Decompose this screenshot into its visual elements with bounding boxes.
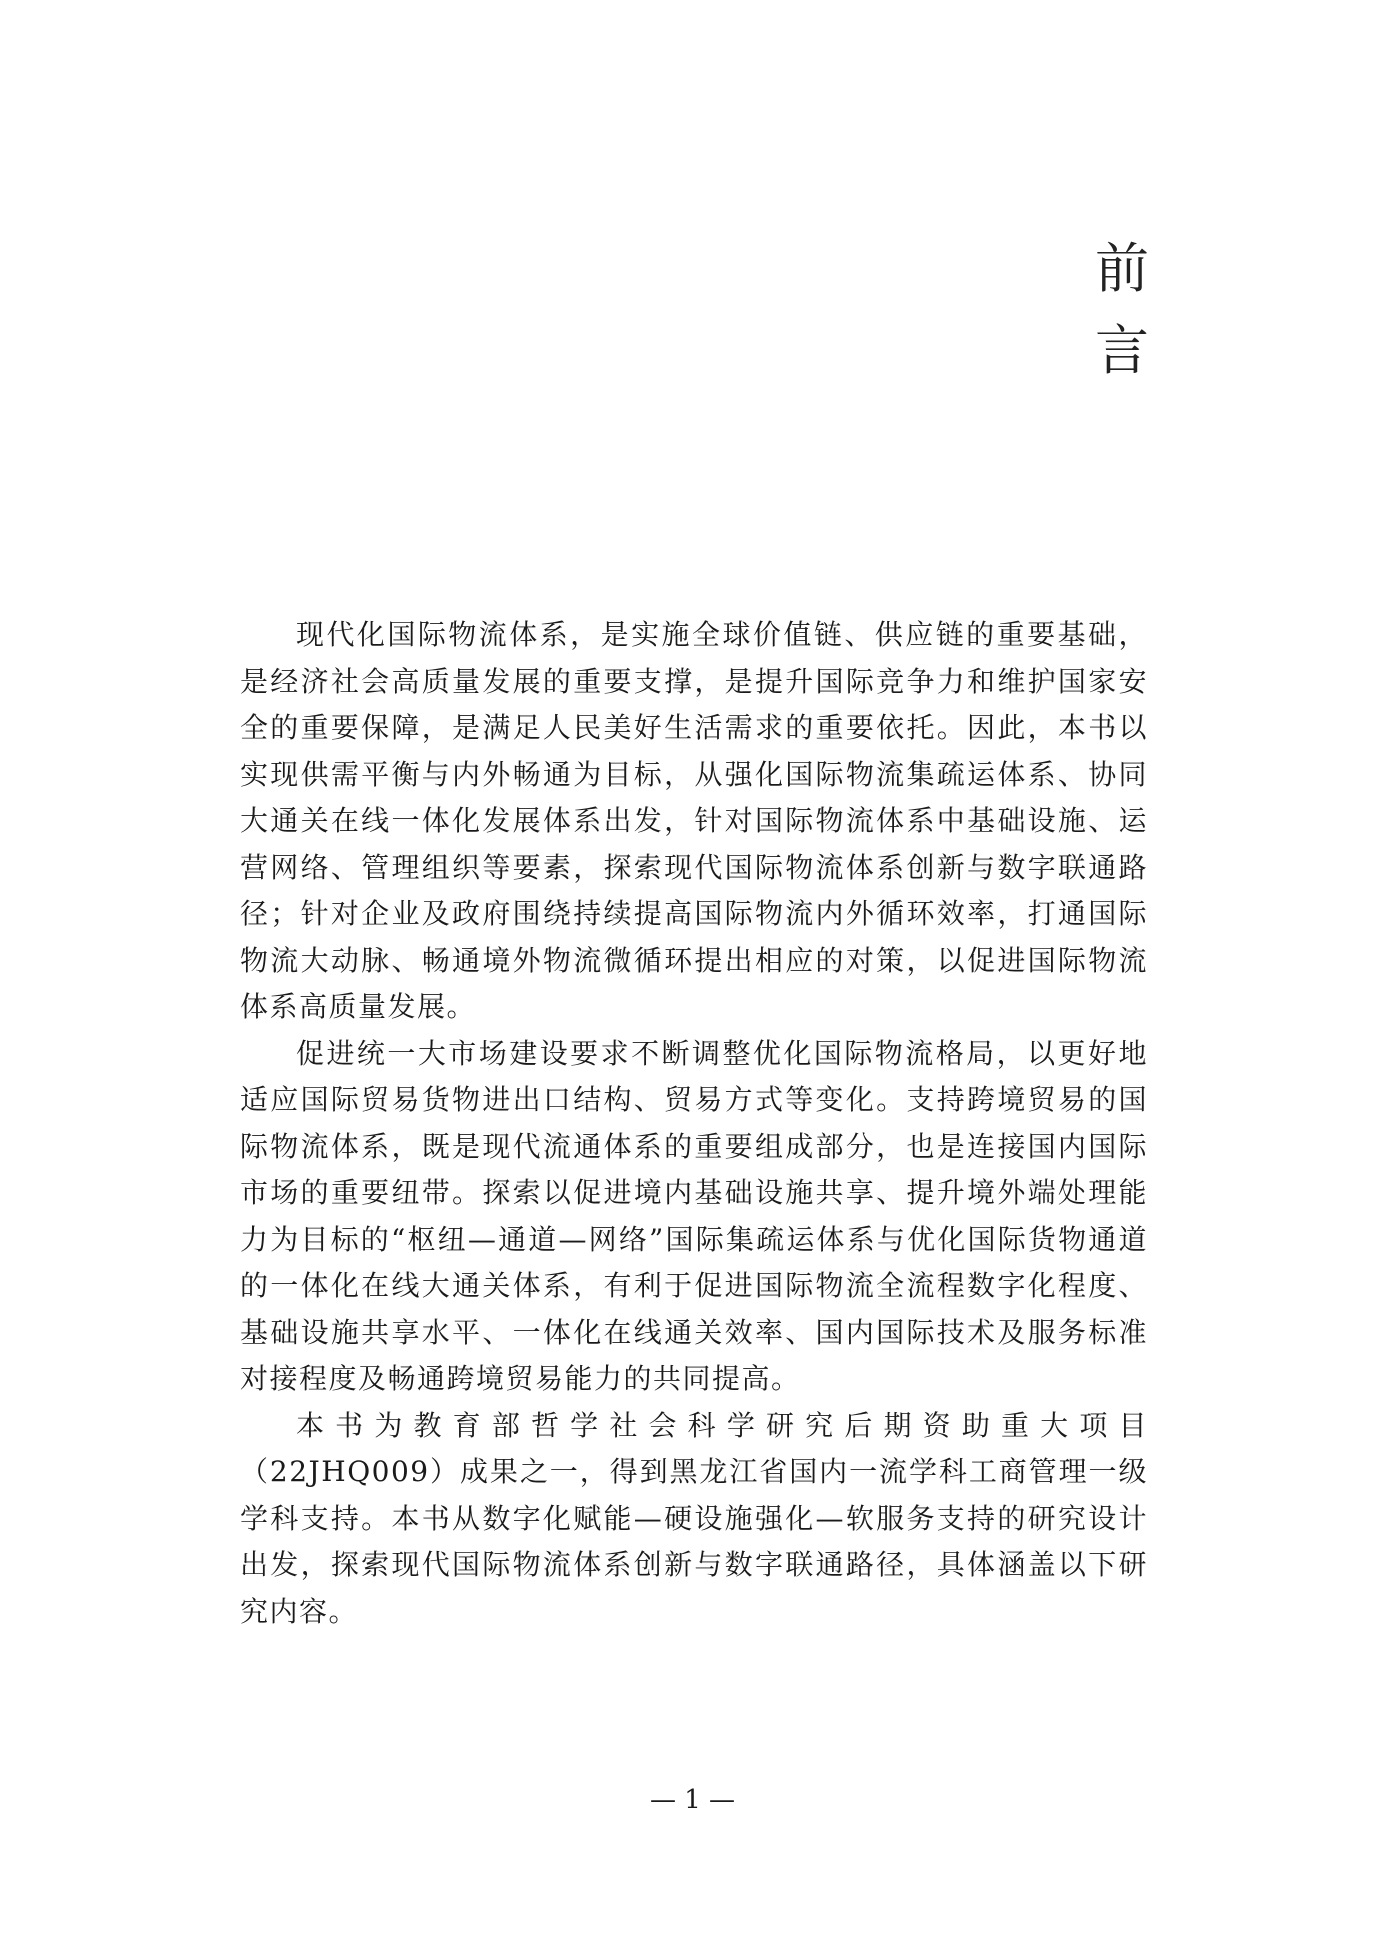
paragraph-2: 促进统一大市场建设要求不断调整优化国际物流格局，以更好地适应国际贸易货物进出口结构、贸易方式等变化。支持跨境贸易的国际物流体系，既是现代流通体系的重要组成部分，也是连接国内国际市场的重要纽带。探索以促进境内基础设施共享、提升境外端处理能力为目标的“枢纽—通道—网络”国际集疏运体系与优化国际货物通道的一体化在线大通关体系，有利于促进国际物流全流程数字化程度、基础设施共享水平、一体化在线通关效率、国内国际技术及服务标准对接程度及畅通跨境贸易能力的共同提高。 (240, 1036, 1148, 1395)
paragraph-3: 本书为教育部哲学社会科学研究后期资助重大项目（22JHQ009）成果之一，得到黑龙江省国内一流学科工商管理一级学科支持。本书从数字化赋能—硬设施强化—软服务支持的研究设计出发，探索现代国际物流体系创新与数字联通路径，具体涵盖以下研究内容。 (240, 1408, 1148, 1628)
page-number: — 1 — (649, 1785, 736, 1815)
heading-char-2: 言 (1095, 319, 1149, 382)
paragraph-1: 现代化国际物流体系，是实施全球价值链、供应链的重要基础，是经济社会高质量发展的重要支撑，是提升国际竞争力和维护国家安全的重要保障，是满足人民美好生活需求的重要依托。因此，本书以实现供需平衡与内外畅通为目标，从强化国际物流集疏运体系、协同大通关在线一体化发展体系出发，针对国际物流体系中基础设施、运营网络、管理组织等要素，探索现代国际物流体系创新与数字联通路径；针对企业及政府围绕持续提高国际物流内外循环效率，打通国际物流大动脉、畅通境外物流微循环提出相应的对策，以促进国际物流体系高质量发展。 (240, 618, 1148, 1023)
preface-heading (1095, 235, 1149, 385)
heading-char-1: 前 (1095, 237, 1149, 300)
body-text (240, 612, 1148, 1635)
